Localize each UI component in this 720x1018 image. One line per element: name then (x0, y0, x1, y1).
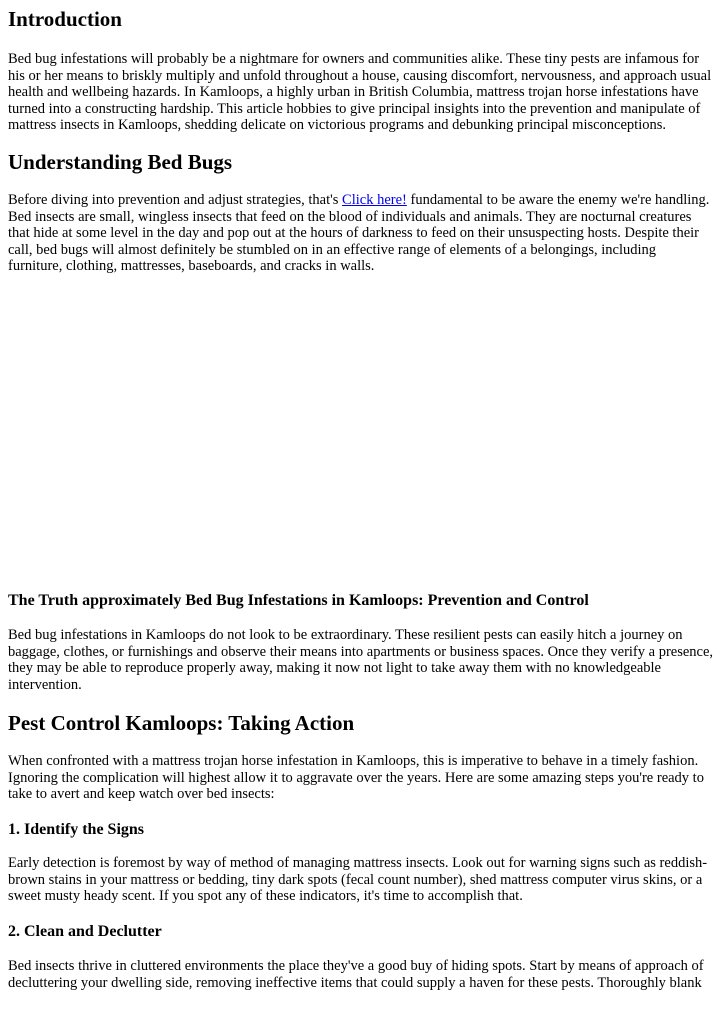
click-here-link[interactable]: Click here! (342, 192, 407, 208)
truth-heading: The Truth approximately Bed Bug Infestations in Kamloops: Prevention and Control (8, 592, 589, 609)
truth-paragraph: Bed bug infestations in Kamloops do not look to be extraordinary. These resilient pests can easily hitch a journey on baggage, clothes, or furnishings and observe their means into apartments or business spaces. Once they verify a presence, they may be able to reproduce properly away, making it now not light to take away them with no knowledgeable intervention. (8, 627, 714, 693)
introduction-paragraph: Bed bug infestations will probably be a nightmare for owners and communities alike. These tiny pests are infamous for his or her means to briskly multiply and unfold throughout a house, causing discomfort, nervousness, and approach usual health and wellbeing hazards. In Kamloops, a highly urban in British Columbia, mattress trojan horse infestations have turned into a constructing hardship. This article hobbies to give principal insights into the prevention and manipulate of mattress insects in Kamloops, shedding delicate on victorious programs and debunking principal misconceptions. (8, 51, 712, 134)
pest-control-paragraph: When confronted with a mattress trojan horse infestation in Kamloops, this is imperative to behave in a timely fashion. Ignoring the complication will highest allow it to aggravate over the years. Here are some amazing steps you're ready to take to avert and keep watch over bed insects: (8, 753, 704, 803)
understanding-text-before-link: Before diving into prevention and adjust strategies, that's (8, 192, 343, 208)
understanding-text-after-link: fundamental to be aware the enemy we're handling. Bed insects are small, wingless insects that feed on the blood of individuals and animals. They are nocturnal creatures that hide at some level in the day and pop out at the hours of darkness to feed on their unsuspecting hosts. Despite their call, bed bugs will almost definitely be stumbled on in an effective range of elements of a belongings, including furniture, clothing, mattresses, baseboards, and cracks in walls. (8, 192, 710, 275)
understanding-paragraph (8, 192, 714, 275)
identify-signs-heading: 1. Identify the Signs (8, 821, 145, 838)
identify-signs-paragraph: Early detection is foremost by way of method of managing mattress insects. Look out for warning signs such as reddish-brown stains in your mattress or bedding, tiny dark spots (fecal count number), shed mattress computer virus skins, or a sweet musty heady scent. If you spot any of these indicators, it's time to accomplish that. (8, 855, 708, 905)
clean-declutter-heading: 2. Clean and Declutter (8, 923, 162, 940)
pest-control-heading: Pest Control Kamloops: Taking Action (8, 711, 355, 735)
understanding-heading: Understanding Bed Bugs (8, 150, 233, 174)
clean-declutter-paragraph: Bed insects thrive in cluttered environments the place they've a good buy of hiding spots. Start by means of approach of decluttering your dwelling side, removing ineffective items that could supply a haven for these pests. Thoroughly blank (8, 958, 704, 991)
introduction-heading: Introduction (8, 7, 122, 31)
